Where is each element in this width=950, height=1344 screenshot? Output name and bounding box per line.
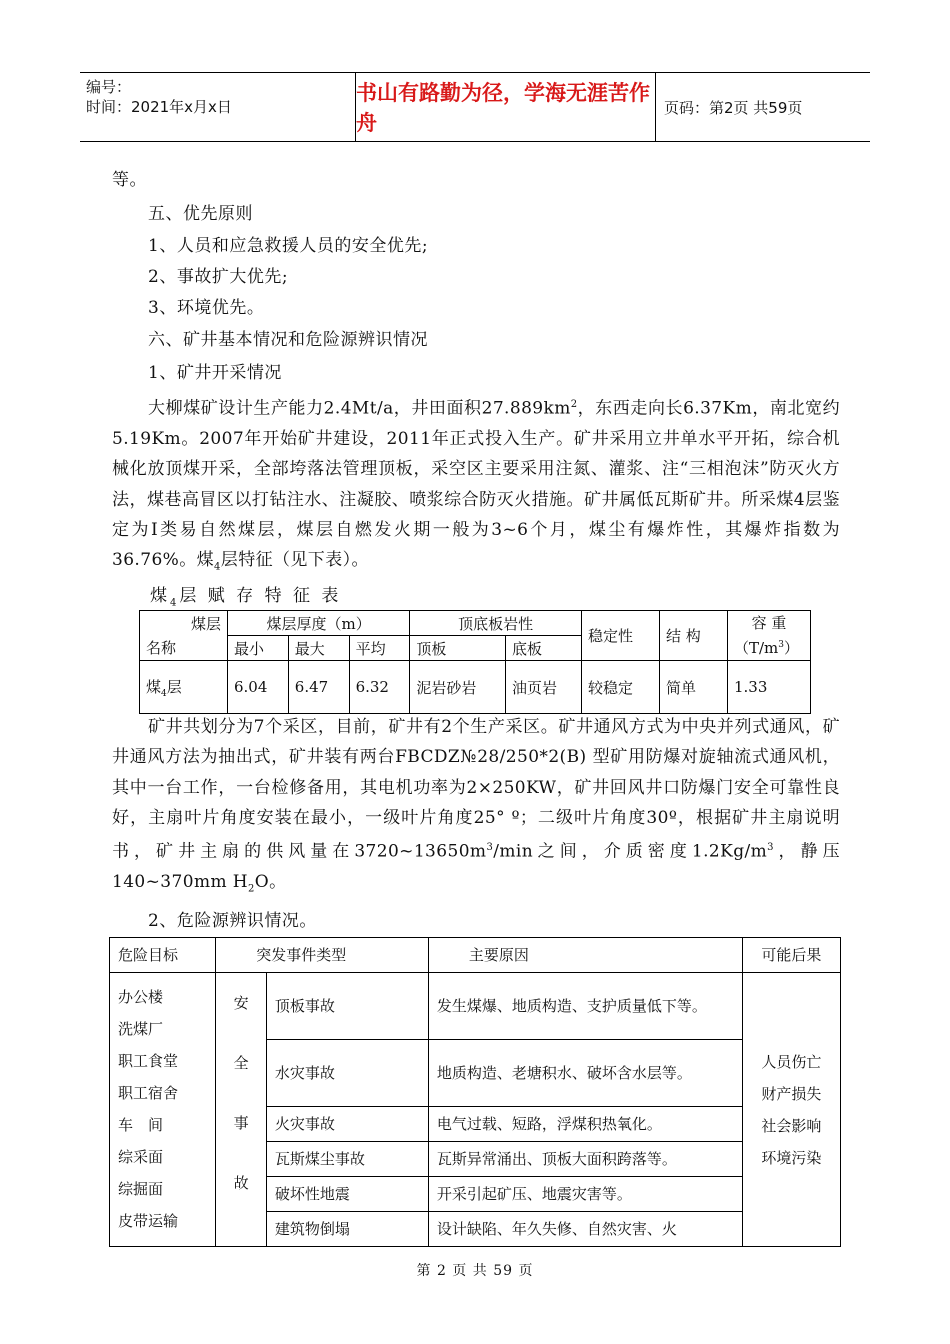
table-cell: 6.32 xyxy=(349,661,410,714)
category-char: 事 xyxy=(233,1114,249,1132)
result-item: 社会影响 xyxy=(761,1116,822,1135)
table-cell: 1.33 xyxy=(728,661,811,714)
header-cell xyxy=(140,611,228,661)
event-type-cell: 瓦斯煤尘事故 xyxy=(266,1142,428,1177)
text-line: 2、事故扩大优先; xyxy=(148,267,289,287)
cause-cell: 地质构造、老塘积水、破坏含水层等。 xyxy=(428,1040,742,1107)
hazard-target: 职工宿舍 xyxy=(118,1084,179,1102)
coal-seam-table xyxy=(139,610,811,714)
cell-text: （T/m xyxy=(734,639,779,657)
mine-overview-paragraph xyxy=(112,390,840,583)
caption-text: 层 赋 存 特 征 表 xyxy=(179,586,342,606)
event-type-cell: 顶板事故 xyxy=(266,973,428,1040)
header-cell: 平均 xyxy=(349,636,410,661)
ventilation-paragraph xyxy=(112,712,840,905)
hazard-target: 皮带运输 xyxy=(118,1212,179,1230)
header-cell: 煤层厚度（m） xyxy=(228,611,410,636)
subscript: 4 xyxy=(214,561,221,573)
category-char: 故 xyxy=(233,1174,249,1192)
document-number-label: 编号： xyxy=(86,78,132,96)
header-cell: 结 构 xyxy=(660,611,728,661)
table-cell: 较稳定 xyxy=(582,661,660,714)
header-cell: 突发事件类型 xyxy=(216,938,429,973)
header-cell: 可能后果 xyxy=(742,938,840,973)
hazard-target: 洗煤厂 xyxy=(118,1020,164,1038)
text-line: 1、人员和应急救援人员的安全优先; xyxy=(148,236,429,256)
cause-cell: 设计缺陷、年久失修、自然灾害、火 xyxy=(428,1212,742,1247)
superscript: 3 xyxy=(486,842,494,854)
header-motto: 书山有路勤为径，学海无涯苦作舟 xyxy=(356,81,650,135)
paragraph-text: 层特征（见下表）。 xyxy=(220,550,369,571)
text-line: 等。 xyxy=(112,170,147,190)
table-cell: 6.04 xyxy=(228,661,289,714)
cell-text: 煤层 xyxy=(190,614,221,633)
text-line: 3、环境优先。 xyxy=(148,298,265,318)
category-cell xyxy=(216,973,267,1247)
caption-text: 煤 xyxy=(150,586,170,606)
subscript: 2 xyxy=(248,883,255,895)
superscript: 3 xyxy=(767,842,774,854)
header-cell: 危险目标 xyxy=(110,938,216,973)
hazard-identification-table xyxy=(109,937,841,1247)
cell-text: 名称 xyxy=(146,638,177,657)
result-item: 环境污染 xyxy=(761,1148,822,1167)
header-cell: 最大 xyxy=(288,636,349,661)
header-meta xyxy=(86,77,286,117)
results-cell xyxy=(742,973,840,1247)
page-header xyxy=(80,72,870,142)
cell-text: 容 重 xyxy=(751,614,787,632)
header-divider xyxy=(655,73,656,141)
paragraph-text: ，东西走向长6.37Km，南北宽约5.19Km。2007年开始矿井建设，2011年正式投入生产。矿井采用立井单水平开拓，综合机械化放顶煤开采，全部垮落法管理顶板，采空区主要采用注氮、灌浆、注“三相泡沫”防灭火方法，煤巷高冒区以打钻注水、注凝胶、喷浆综合防灭火措施。矿井属低瓦斯矿井。所采煤4层鉴定为Ⅰ类易自然煤层，煤层自燃发火期一般为3~6个月，煤尘有爆炸性，其爆炸指数为36.76%。煤 xyxy=(112,398,840,571)
header-cell: 主要原因 xyxy=(428,938,742,973)
event-type-cell: 火灾事故 xyxy=(266,1107,428,1142)
paragraph-text: /min之间，介质密度1.2Kg/m xyxy=(493,841,768,862)
section-heading: 五、优先原则 xyxy=(148,204,253,224)
category-char: 全 xyxy=(233,1054,249,1072)
paragraph-text: O。 xyxy=(254,872,287,893)
table-cell: 泥岩砂岩 xyxy=(410,661,506,714)
header-cell: 顶板 xyxy=(410,636,506,661)
hazard-target: 办公楼 xyxy=(118,988,164,1006)
table-cell: 简单 xyxy=(660,661,728,714)
result-item: 财产损失 xyxy=(761,1084,822,1103)
event-type-cell: 建筑物倒塌 xyxy=(266,1212,428,1247)
header-cell xyxy=(728,611,811,661)
cell-text: 层 xyxy=(166,677,182,696)
table-cell: 6.47 xyxy=(288,661,349,714)
hazard-targets-cell xyxy=(110,973,216,1247)
header-cell: 顶底板岩性 xyxy=(410,611,582,636)
category-char: 安 xyxy=(233,994,249,1012)
superscript: 2 xyxy=(570,399,578,410)
cause-cell: 电气过载、短路，浮煤积热氧化。 xyxy=(428,1107,742,1142)
table-cell xyxy=(140,661,228,714)
hazard-target: 综采面 xyxy=(118,1148,164,1166)
subscript: 4 xyxy=(161,688,167,699)
event-type-cell: 水灾事故 xyxy=(266,1040,428,1107)
header-cell: 稳定性 xyxy=(582,611,660,661)
cell-text: 煤 xyxy=(146,677,162,696)
cause-cell: 开采引起矿压、地震灾害等。 xyxy=(428,1177,742,1212)
cell-text: ） xyxy=(784,639,800,657)
cause-cell: 发生煤爆、地质构造、支护质量低下等。 xyxy=(428,973,742,1040)
paragraph-text: ，静压140~370mm H xyxy=(112,841,840,893)
subscript: 4 xyxy=(170,597,180,609)
hazard-target: 车 间 xyxy=(118,1116,164,1134)
subsection-heading: 2、危险源辨识情况。 xyxy=(148,911,317,931)
page-footer: 第 2 页 共 59 页 xyxy=(416,1263,534,1279)
superscript: 3 xyxy=(778,640,785,650)
hazard-target: 职工食堂 xyxy=(118,1052,179,1070)
table-cell: 油页岩 xyxy=(505,661,581,714)
section-heading: 六、矿井基本情况和危险源辨识情况 xyxy=(148,330,428,350)
header-page-label: 页码：第2页 共59页 xyxy=(664,99,803,117)
result-item: 人员伤亡 xyxy=(761,1052,822,1071)
paragraph-text: 大柳煤矿设计生产能力2.4Mt/a，井田面积27.889km xyxy=(148,398,571,419)
header-cell: 底板 xyxy=(505,636,581,661)
subsection-heading: 1、矿井开采情况 xyxy=(148,363,282,383)
document-time-label: 时间：2021年x月x日 xyxy=(86,98,232,116)
paragraph-text: 矿井共划分为7个采区，目前，矿井有2个生产采区。矿井通风方式为中央并列式通风，矿井通风方法为抽出式，矿井装有两台FBCDZ№28/250*2(B) 型矿用防爆对旋轴流式通风机，其中一台工作，一台检修备用，其电机功率为2×250KW，矿井回风井口防爆门安全可靠性良好，主扇叶片角度安装在最小，一级叶片角度25° º；二级叶片角度30º，根据矿井主扇说明书，矿井主扇的供风量在3720~13650m xyxy=(112,717,840,862)
header-cell: 最小 xyxy=(228,636,289,661)
cause-cell: 瓦斯异常涌出、顶板大面积跨落等。 xyxy=(428,1142,742,1177)
event-type-cell: 破坏性地震 xyxy=(266,1177,428,1212)
hazard-target: 综掘面 xyxy=(118,1180,164,1198)
